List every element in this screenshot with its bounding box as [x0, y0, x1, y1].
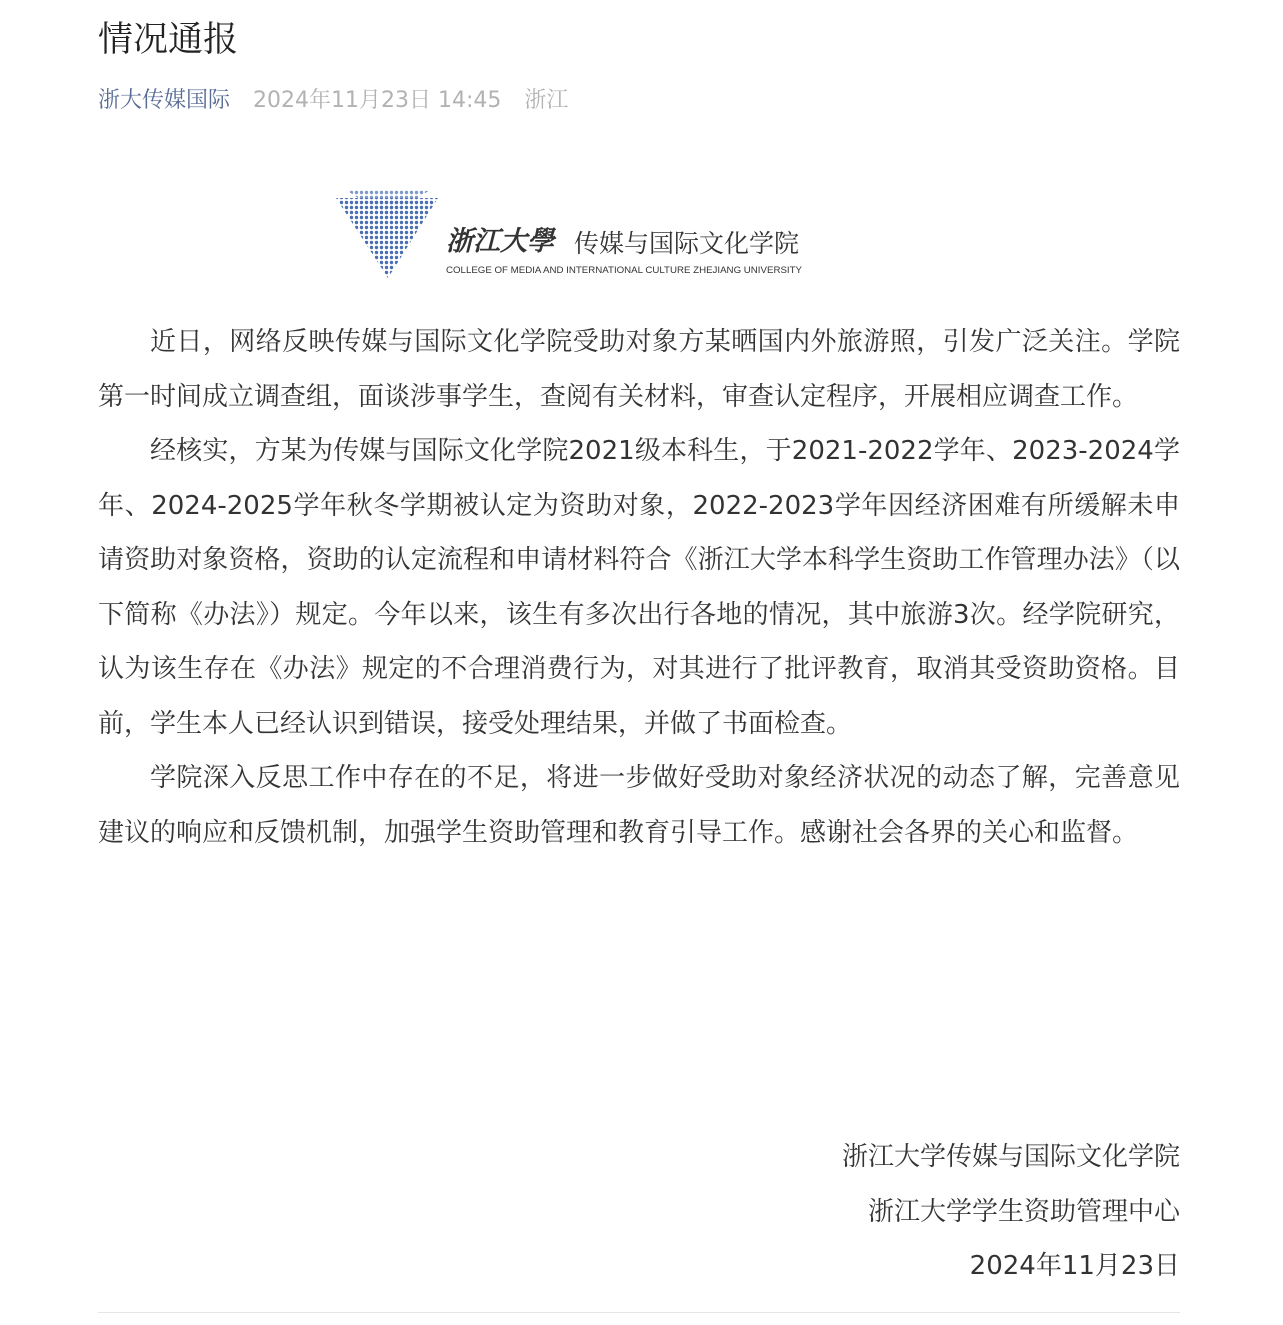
signature-org-1: 浙江大学传媒与国际文化学院: [841, 1142, 1180, 1172]
signature-date: 2024年11月23日: [969, 1251, 1180, 1281]
logo-calligraphy-text: 浙江大學: [446, 226, 554, 257]
article-body: [98, 315, 1180, 860]
logo-school-name-cn: 传媒与国际文化学院: [574, 229, 800, 258]
article-title: 情况通报: [98, 20, 239, 60]
publish-location: 浙江: [524, 88, 569, 113]
logo-mark-icon: [336, 190, 438, 278]
bottom-divider: [98, 1312, 1180, 1313]
logo-school-name-en: COLLEGE OF MEDIA AND INTERNATIONAL CULTURE ZHEJIANG UNIVERSITY: [446, 265, 802, 275]
paragraph-2: 经核实，方某为传媒与国际文化学院2021级本科生，于2021-2022学年、2023-2024学年、2024-2025学年秋冬学期被认定为资助对象，2022-2023学年因经济困难有所缓解未申请资助对象资格，资助的认定流程和申请材料符合《浙江大学本科学生资助工作管理办法》（以下简称《办法》）规定。今年以来，该生有多次出行各地的情况，其中旅游3次。经学院研究，认为该生存在《办法》规定的不合理消费行为，对其进行了批评教育，取消其受资助资格。目前，学生本人已经认识到错误，接受处理结果，并做了书面检查。: [98, 436, 1180, 739]
paragraph-1: 近日，网络反映传媒与国际文化学院受助对象方某晒国内外旅游照，引发广泛关注。学院第一时间成立调查组，面谈涉事学生，查阅有关材料，审查认定程序，开展相应调查工作。: [98, 327, 1180, 412]
school-logo: [334, 170, 814, 290]
account-name-link[interactable]: 浙大传媒国际: [98, 88, 231, 113]
article-meta: [98, 84, 568, 118]
publish-time: 2024年11月23日 14:45: [253, 88, 502, 113]
signature-block: [580, 1130, 1180, 1294]
signature-org-2: 浙江大学学生资助管理中心: [867, 1196, 1180, 1227]
paragraph-3: 学院深入反思工作中存在的不足，将进一步做好受助对象经济状况的动态了解，完善意见建议的响应和反馈机制，加强学生资助管理和教育引导工作。感谢社会各界的关心和监督。: [98, 763, 1180, 848]
